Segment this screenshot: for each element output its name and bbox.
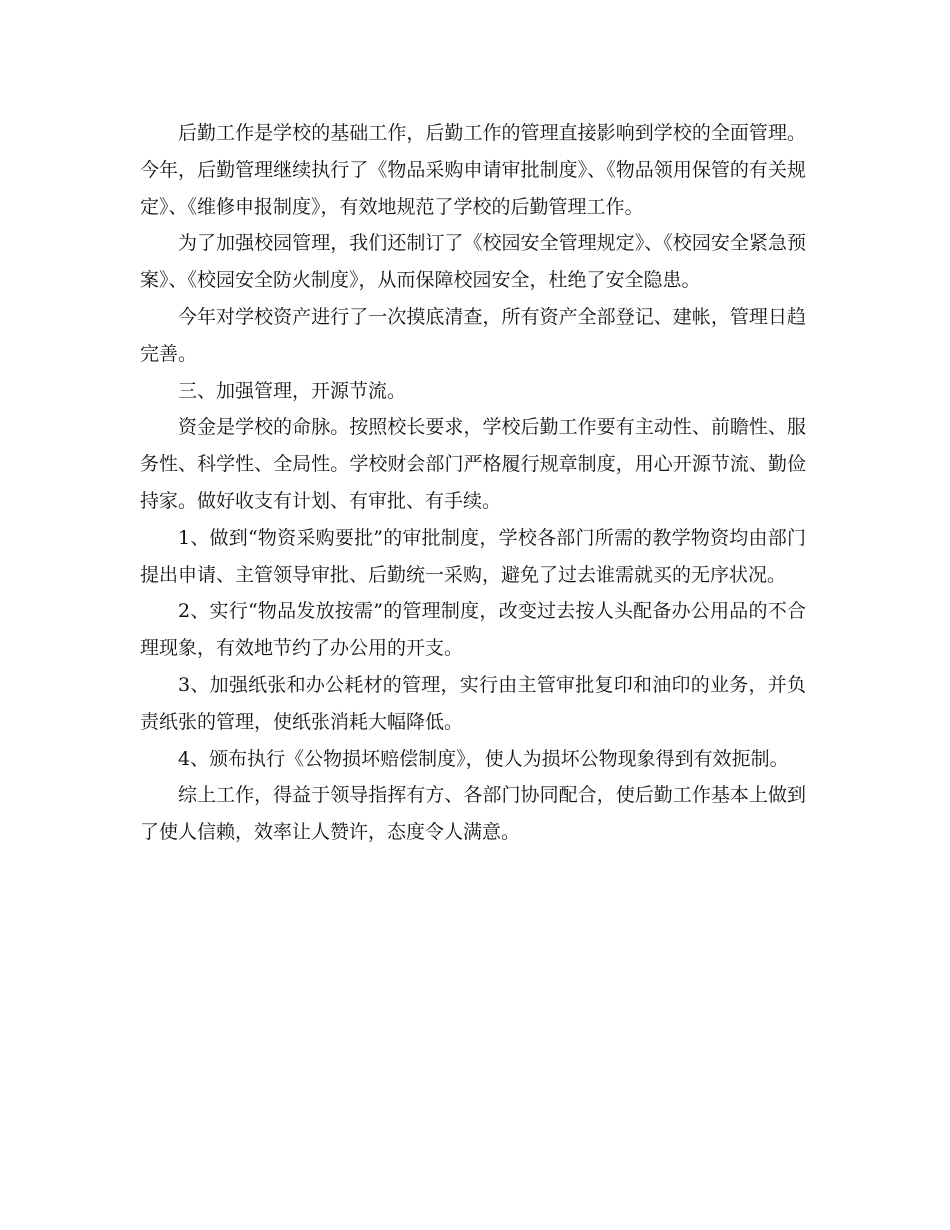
list-item-4: 4、颁布执行《公物损坏赔偿制度》，使人为损坏公物现象得到有效扼制。 xyxy=(178,747,789,770)
document-body xyxy=(140,115,806,851)
paragraph-campus-safety: 为了加强校园管理，我们还制订了《校园安全管理规定》、《校园安全紧急预案》、《校园安全防火制度》，从而保障校园安全，杜绝了安全隐患。 xyxy=(140,232,806,292)
paragraph-funding: 资金是学校的命脉。按照校长要求，学校后勤工作要有主动性、前瞻性、服务性、科学性、全局性。学校财会部门严格履行规章制度，用心开源节流、勤俭持家。做好收支有计划、有审批、有手续。 xyxy=(140,416,806,512)
paragraph-asset-audit: 今年对学校资产进行了一次摸底清查，所有资产全部登记、建帐，管理日趋完善。 xyxy=(140,305,806,365)
list-item-3: 3、加强纸张和办公耗材的管理，实行由主管审批复印和油印的业务，并负责纸张的管理，使纸张消耗大幅降低。 xyxy=(140,673,806,733)
paragraph-summary: 综上工作，得益于领导指挥有方、各部门协同配合，使后勤工作基本上做到了使人信赖，效率让人赞许，态度令人满意。 xyxy=(140,784,806,844)
section-heading: 三、加强管理，开源节流。 xyxy=(178,379,407,402)
list-item-2: 2、实行“物品发放按需”的管理制度，改变过去按人头配备办公用品的不合理现象，有效地节约了办公用的开支。 xyxy=(140,600,806,660)
paragraph-intro: 后勤工作是学校的基础工作，后勤工作的管理直接影响到学校的全面管理。今年，后勤管理继续执行了《物品采购申请审批制度》、《物品领用保管的有关规定》、《维修申报制度》，有效地规范了学校的后勤管理工作。 xyxy=(140,122,806,218)
list-item-1: 1、做到“物资采购要批”的审批制度，学校各部门所需的教学物资均由部门提出申请、主管领导审批、后勤统一采购，避免了过去谁需就买的无序状况。 xyxy=(140,526,806,586)
